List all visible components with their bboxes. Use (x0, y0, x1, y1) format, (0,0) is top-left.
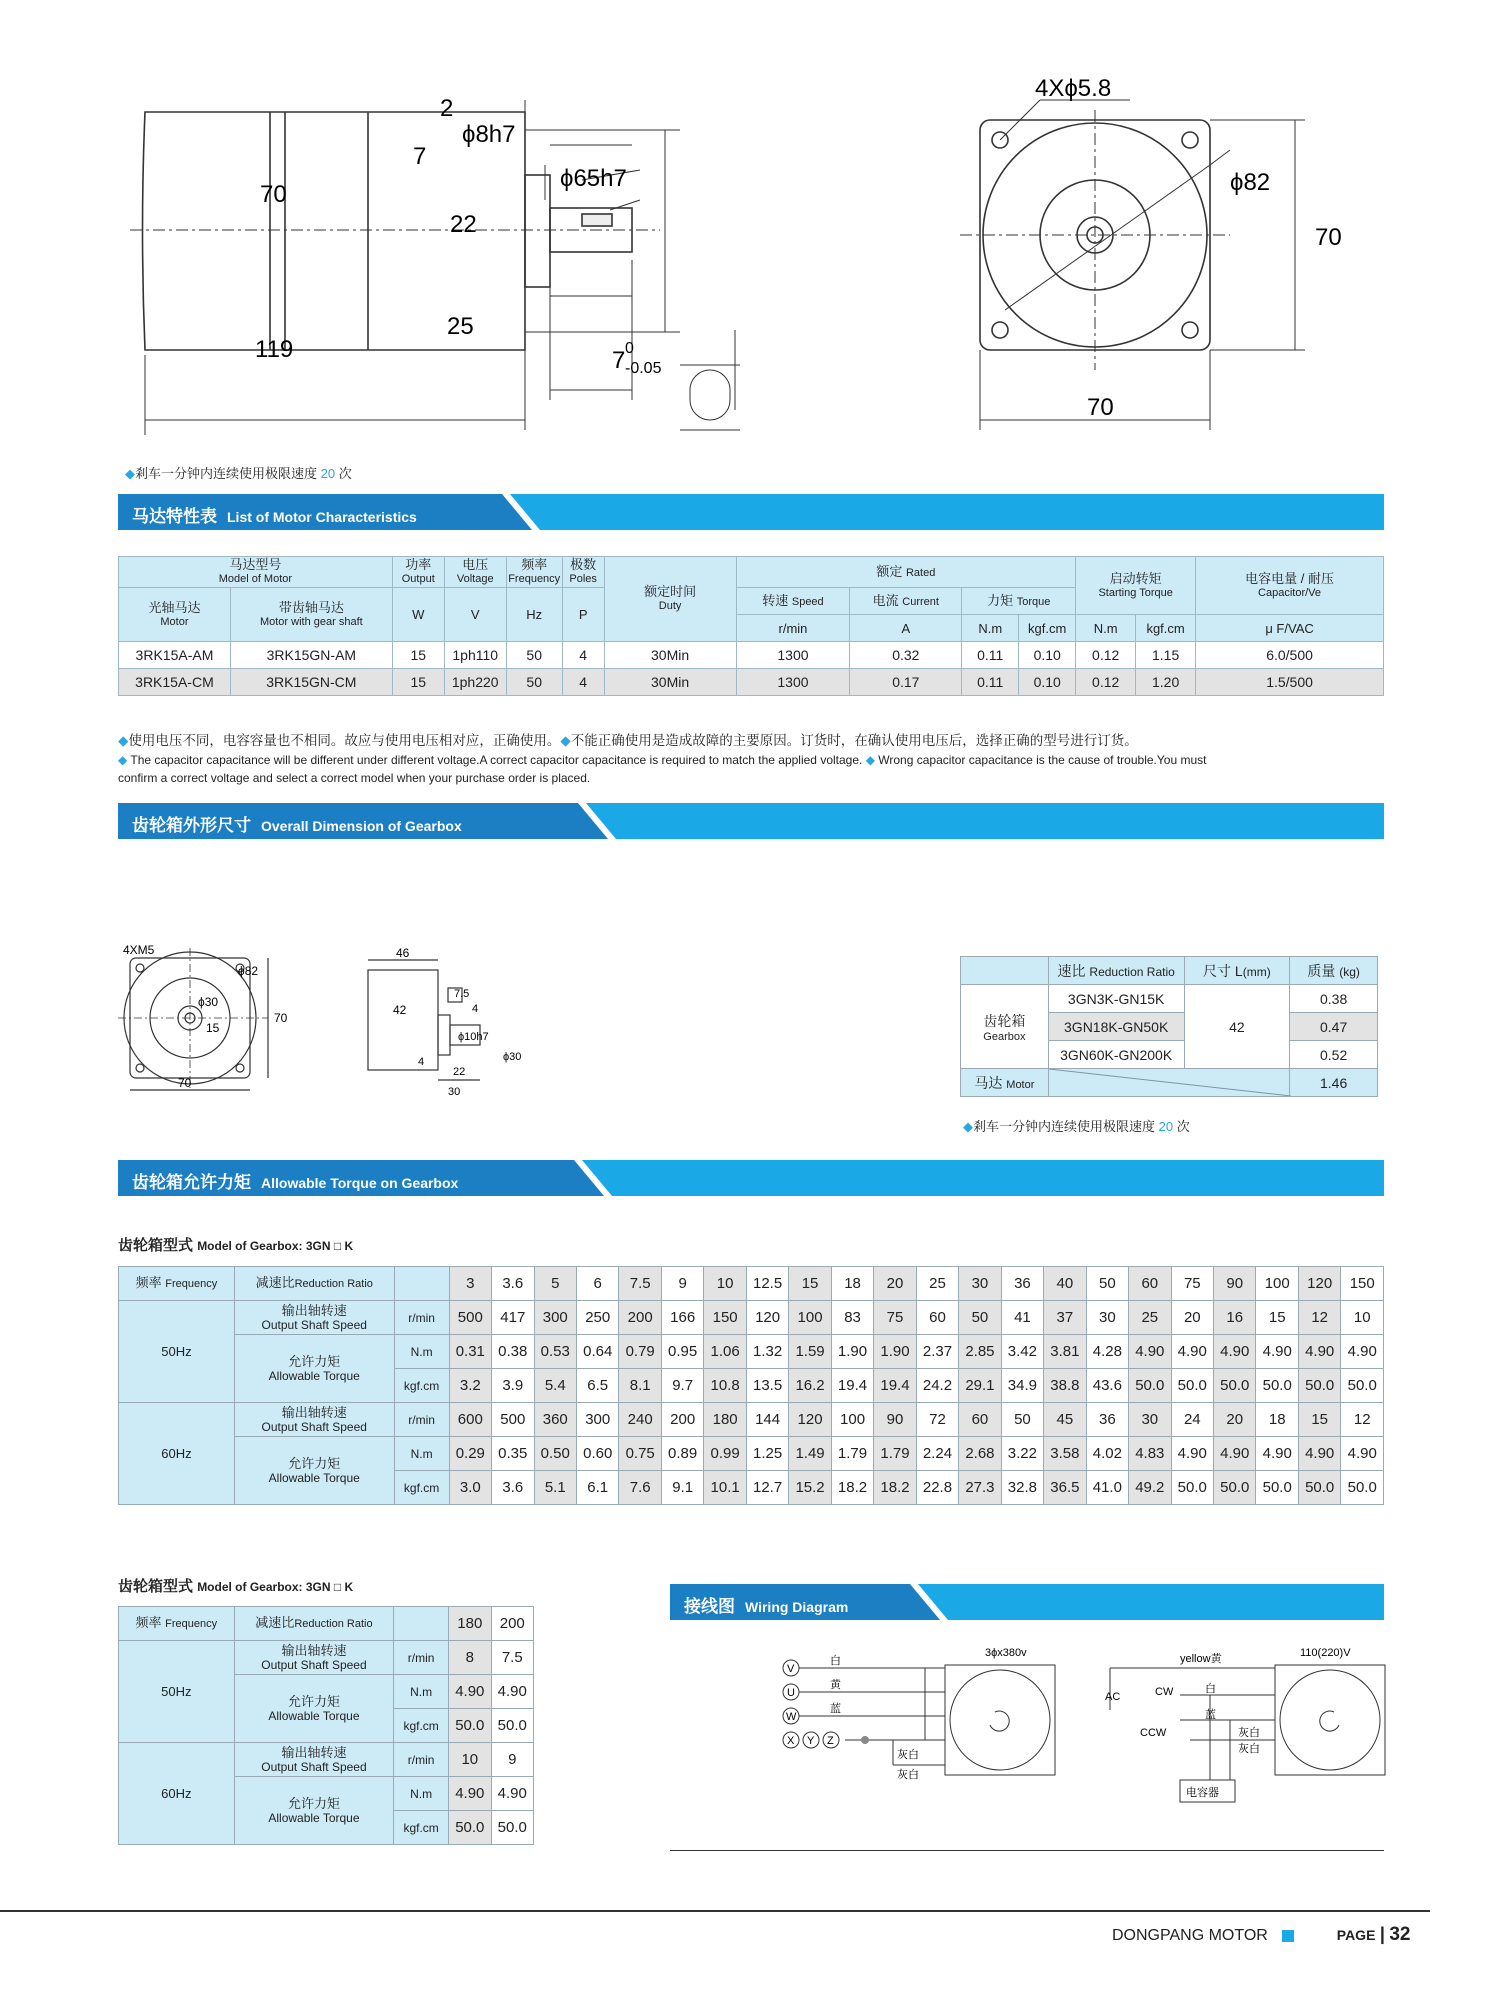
motor-front-view-drawing (960, 70, 1380, 440)
table-row: 齿轮箱 Gearbox 3GN3K-GN15K 42 0.38 (961, 985, 1378, 1013)
h-starting-torque: 启动转矩 Starting Torque (1076, 557, 1196, 615)
dim-pcd: ϕ82 (1230, 169, 1271, 196)
dim-key-tol-lower: -0.05 (625, 360, 662, 377)
freq-hz50: 50Hz (119, 1641, 235, 1743)
table-row: 60Hz 输出轴转速 Output Shaft Speed r/min 600 500 360 300 240 200 180 144 120 100 90 72 60 50 45 36 30 24 20 18 15 12 (119, 1403, 1384, 1437)
u-kgf: kgf.cm (1019, 615, 1076, 642)
svg-text:蓝: 蓝 (830, 1703, 841, 1715)
gb-30: 30 (448, 1086, 461, 1098)
section-gearbox-dimension: 齿轮箱外形尺寸 Overall Dimension of Gearbox (118, 803, 1384, 839)
motor-characteristics-table (118, 556, 1384, 696)
table-row: kgf.cm 50.0 50.0 (119, 1811, 534, 1845)
h-frequency: 频率 Frequency (119, 1607, 235, 1641)
torque-model-label-2: 齿轮箱型式 Model of Gearbox: 3GN □ K (118, 1578, 354, 1595)
svg-text:CCW: CCW (1140, 1727, 1167, 1739)
h-rated: 额定 Rated (736, 557, 1076, 588)
section-wiring-diagram: 接线图 Wiring Diagram (670, 1584, 1384, 1620)
svg-text:蓝: 蓝 (1205, 1709, 1216, 1721)
h-size: 尺寸 L(mm) (1184, 957, 1290, 985)
svg-text:灰白: 灰白 (1238, 1743, 1260, 1755)
freq-hz50: 50Hz (119, 1301, 235, 1403)
torque-label: 允许力矩 Allowable Torque (234, 1437, 394, 1505)
table-row: 频率 Frequency 减速比Reduction Ratio 3 3.6 5 6 7.5 9 10 12.5 15 18 20 25 30 36 40 50 60 75 90 100 120 150 (119, 1267, 1384, 1301)
brake-note-1: ◆剎车一分钟内连续使用极限速度 20 次 (125, 466, 352, 481)
speed-label: 输出轴转速 Output Shaft Speed (234, 1743, 393, 1777)
freq-hz60: 60Hz (119, 1743, 235, 1845)
h-torque: 力矩 Torque (962, 588, 1076, 615)
h-model: 马达型号 Model of Motor (119, 557, 393, 588)
gearbox-spec-table (960, 956, 1378, 1097)
svg-text:白: 白 (1205, 1683, 1216, 1695)
dim-height: 70 (1315, 224, 1342, 251)
footer: DONGPANG MOTOR PAGE | 32 (1112, 1924, 1411, 1945)
svg-text:W: W (786, 1711, 797, 1723)
gearbox-label: 齿轮箱 Gearbox (961, 985, 1049, 1069)
torque-label: 允许力矩 Allowable Torque (234, 1777, 393, 1845)
u-v: V (444, 588, 506, 642)
svg-text:AC: AC (1105, 1691, 1121, 1703)
svg-text:Y: Y (807, 1735, 815, 1747)
h-ratio: 速比 Reduction Ratio (1048, 957, 1184, 985)
svg-text:灰白: 灰白 (897, 1769, 919, 1781)
table-row: kgf.cm 3.0 3.6 5.1 6.1 7.6 9.1 10.1 12.7 15.2 18.2 18.2 22.8 27.3 32.8 36.5 41.0 49.2 50.0 50.0 50.0 50.0 50.0 (119, 1471, 1384, 1505)
wiring-1p-title: 110(220)V (1300, 1647, 1351, 1659)
section-motor-characteristics: 马达特性表 List of Motor Characteristics (118, 494, 1384, 530)
dim-flange: ϕ65h7 (560, 165, 627, 192)
h-voltage: 电压 Voltage (444, 557, 506, 588)
u-rmin: r/min (736, 615, 850, 642)
dim-70: 70 (260, 181, 287, 208)
allowable-torque-table-2 (118, 1606, 534, 1845)
footer-rule (0, 1910, 1430, 1912)
table-row: 频率 Frequency 减速比Reduction Ratio 180 200 (119, 1607, 534, 1641)
h-output: 功率 Output (392, 557, 444, 588)
gb-pcd: ϕ82 (238, 964, 259, 978)
table-row: 50Hz 输出轴转速 Output Shaft Speed r/min 500 417 300 250 200 166 150 120 100 83 75 60 50 41 37 30 25 20 16 15 12 10 (119, 1301, 1384, 1335)
table-row: 3RK15A-AM 3RK15GN-AM 15 1ph110 50 4 30Min 1300 0.32 0.11 0.10 0.12 1.15 6.0/500 (119, 642, 1384, 669)
h-frequency: 频率 Frequency (506, 557, 562, 588)
torque-label: 允许力矩 Allowable Torque (234, 1675, 393, 1743)
h-reduction-ratio: 减速比Reduction Ratio (234, 1267, 394, 1301)
u-cap: μ F/VAC (1196, 615, 1384, 642)
svg-text:电容器: 电容器 (1186, 1787, 1219, 1799)
dim-2: 2 (440, 95, 454, 122)
u-kgf-start: kgf.cm (1136, 615, 1196, 642)
table-row: 3RK15A-CM 3RK15GN-CM 15 1ph220 50 4 30Min 1300 0.17 0.11 0.10 0.12 1.20 1.5/500 (119, 669, 1384, 696)
motor-mass: 1.46 (1290, 1069, 1378, 1097)
u-hz: Hz (506, 588, 562, 642)
u-nm-start: N.m (1076, 615, 1136, 642)
speed-label: 输出轴转速 Output Shaft Speed (234, 1641, 393, 1675)
h-mass: 质量 (kg) (1290, 957, 1378, 985)
u-p: P (562, 588, 604, 642)
table-row: 50Hz 输出轴转速 Output Shaft Speed r/min 8 7.5 (119, 1641, 534, 1675)
gearbox-size: 42 (1184, 985, 1290, 1069)
footer-page-label: PAGE (1336, 1927, 1376, 1943)
u-nm: N.m (962, 615, 1019, 642)
table-row: 允许力矩 Allowable Torque N.m 0.31 0.38 0.53 0.64 0.79 0.95 1.06 1.32 1.59 1.90 1.90 2.37 2.85 3.42 3.81 4.28 4.90 4.90 4.90 4.90 4.90 4.90 (119, 1335, 1384, 1369)
table-row: 60Hz 输出轴转速 Output Shaft Speed r/min 10 9 (119, 1743, 534, 1777)
h-speed: 转速 Speed (736, 588, 850, 615)
footer-page-number: 32 (1389, 1924, 1411, 1945)
torque-label: 允许力矩 Allowable Torque (234, 1335, 394, 1403)
table-row: 3GN18K-GN50K 0.47 (961, 1013, 1378, 1041)
dim-25: 25 (447, 313, 474, 340)
gb-d30: ϕ30 (198, 995, 219, 1009)
h-reduction-ratio: 减速比Reduction Ratio (234, 1607, 393, 1641)
dim-7: 7 (413, 143, 427, 170)
h-motor: 光轴马达 Motor (119, 588, 231, 642)
h-poles: 极数 Poles (562, 557, 604, 588)
svg-text:Z: Z (827, 1735, 834, 1747)
svg-text:白: 白 (830, 1655, 841, 1667)
footer-square-icon (1282, 1930, 1294, 1942)
section-allowable-torque: 齿轮箱允许力矩 Allowable Torque on Gearbox (118, 1160, 1384, 1196)
dim-119: 119 (255, 336, 294, 363)
dim-key: 7 (612, 347, 626, 374)
wiring-diagram-3phase (775, 1640, 1065, 1800)
svg-text:X: X (787, 1735, 795, 1747)
dim-22: 22 (450, 211, 477, 238)
wiring-3p-title: 3ϕx380v (985, 1647, 1027, 1659)
svg-text:U: U (787, 1687, 795, 1699)
speed-label: 输出轴转速 Output Shaft Speed (234, 1403, 394, 1437)
gb-4b: 4 (418, 1056, 425, 1068)
capacitor-note-en: ◆ The capacitor capacitance will be different under different voltage.A correct capacitor capacitance is required to match the applied voltage. ◆ Wrong capacitor capacitance is the cause of trouble.You must confirm a correct voltage and select a correct model when your purchase order is placed. (118, 753, 1207, 785)
table-row: kgf.cm 50.0 50.0 (119, 1709, 534, 1743)
svg-text:黄: 黄 (830, 1679, 841, 1691)
allowable-torque-table (118, 1266, 1384, 1505)
gb-holes: 4XM5 (123, 943, 155, 957)
wiring-divider (670, 1850, 1384, 1851)
gb-w70: 70 (178, 1076, 192, 1090)
svg-text:CW: CW (1155, 1686, 1174, 1698)
u-a: A (850, 615, 962, 642)
gb-4a: 4 (472, 1003, 479, 1015)
table-row: 允许力矩 Allowable Torque N.m 0.29 0.35 0.50 0.60 0.75 0.89 0.99 1.25 1.49 1.79 1.79 2.24 2.68 3.22 3.58 4.02 4.83 4.90 4.90 4.90 4.90 4.90 (119, 1437, 1384, 1471)
u-w: W (392, 588, 444, 642)
svg-text:V: V (787, 1663, 795, 1675)
table-row (961, 1069, 1378, 1097)
gb-h70: 70 (274, 1011, 288, 1025)
torque-model-label: 齿轮箱型式 Model of Gearbox: 3GN □ K (118, 1237, 354, 1254)
capacitor-note-cn: ◆使用电压不同，电容容量也不相同。故应与使用电压相对应，正确使用。◆不能正确使用是造成故障的主要原因。订货时，在确认使用电压后，选择正确的型号进行订货。 (118, 733, 1138, 748)
table-row: 允许力矩 Allowable Torque N.m 4.90 4.90 (119, 1777, 534, 1811)
wiring-diagram-1phase (1100, 1640, 1390, 1840)
table-row: 3GN60K-GN200K 0.52 (961, 1041, 1378, 1069)
gb-d30b: ϕ30 (503, 1051, 522, 1063)
dim-key-tol-upper: 0 (625, 340, 634, 357)
gb-d15: 15 (206, 1021, 220, 1035)
motor-label: 马达 Motor (961, 1069, 1049, 1097)
dim-width: 70 (1087, 394, 1114, 421)
h-gear-motor: 带齿轴马达 Motor with gear shaft (230, 588, 392, 642)
speed-label: 输出轴转速 Output Shaft Speed (234, 1301, 394, 1335)
gb-22: 22 (453, 1066, 466, 1078)
dim-shaft: ϕ8h7 (462, 121, 516, 148)
brake-note-2: ◆剎车一分钟内连续使用极限速度 20 次 (963, 1119, 1190, 1134)
footer-brand: DONGPANG MOTOR (1112, 1927, 1268, 1944)
h-frequency: 频率 Frequency (119, 1267, 235, 1301)
gearbox-dimension-drawing (118, 940, 558, 1110)
wiring-1p-yellow: yellow黄 (1180, 1653, 1222, 1665)
table-row: kgf.cm 3.2 3.9 5.4 6.5 8.1 9.7 10.8 13.5 16.2 19.4 19.4 24.2 29.1 34.9 38.8 43.6 50.0 50.0 50.0 50.0 50.0 50.0 (119, 1369, 1384, 1403)
h-duty: 额定时间 Duty (604, 557, 736, 642)
table-row: 允许力矩 Allowable Torque N.m 4.90 4.90 (119, 1675, 534, 1709)
motor-side-view-drawing (120, 70, 860, 450)
h-capacitor: 电容电量 / 耐压 Capacitor/Ve (1196, 557, 1384, 615)
h-current: 电流 Current (850, 588, 962, 615)
gb-46: 46 (396, 946, 410, 960)
freq-hz60: 60Hz (119, 1403, 235, 1505)
dim-holes: 4Xϕ5.8 (1035, 75, 1112, 102)
svg-text:灰白: 灰白 (1238, 1727, 1260, 1739)
svg-text:灰白: 灰白 (897, 1749, 919, 1761)
gb-d10: ϕ10h7 (458, 1031, 489, 1043)
gb-7-5: 7.5 (454, 988, 470, 1000)
gb-42: 42 (393, 1003, 407, 1017)
